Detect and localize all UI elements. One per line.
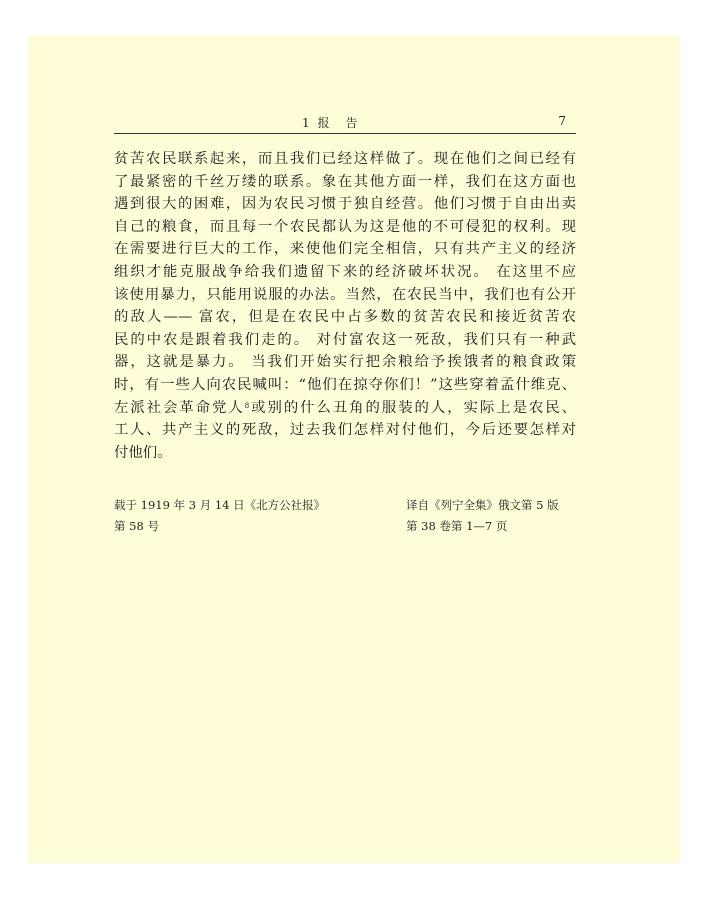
text-line: 民的中农是跟着我们走的。 对付富农这一死敌，我们只有一种武 <box>114 331 576 348</box>
running-title: 1 报 告 <box>302 116 360 130</box>
text-line: 贫苦农民联系起来，而且我们已经这样做了。现在他们之间已经有 <box>114 151 576 167</box>
text-line: 自己的粮食，而且每一个农民都认为这是他的不可侵犯的权利。现 <box>114 218 576 235</box>
text-segment: 左派社会革命党人 <box>114 399 245 416</box>
text-line: 了最紧密的千丝万缕的联系。象在其他方面一样，我们在这方面也 <box>114 173 576 190</box>
text-line: 组织才能克服战争给我们遗留下来的经济破坏状况。 在这里不应 <box>114 263 576 280</box>
page-header <box>114 112 576 134</box>
text-line: 工人、共产主义的死敌，过去我们怎样对付他们，今后还要怎样对 <box>114 422 576 439</box>
translation-source <box>406 495 586 537</box>
footnote-marker[interactable]: 8 <box>244 401 250 410</box>
text-line: 该使用暴力，只能用说服的办法。当然，在农民当中，我们也有公开 <box>114 286 576 303</box>
text-line: 器，这就是暴力。 当我们开始实行把余粮给予挨饿者的粮食政策 <box>114 354 576 371</box>
text-line-with-footnote <box>114 397 576 420</box>
text-line: 付他们。 <box>114 444 172 461</box>
publication-source-line: 载于 1919 年 3 月 14 日《北方公社报》 <box>114 498 326 512</box>
translation-source-line: 第 38 卷第 1—7 页 <box>406 519 508 533</box>
text-line: 遇到很大的困难，因为农民习惯于独自经营。他们习惯于自由出卖 <box>114 196 576 213</box>
body-paragraph <box>114 148 576 464</box>
text-segment: 或别的什么丑角的服装的人，实际上是农民、 <box>249 399 576 416</box>
page-number: 7 <box>558 114 566 128</box>
text-line: 的敌人—— 富农，但是在农民中占多数的贫苦农民和接近贫苦农 <box>114 309 576 326</box>
publication-source <box>114 495 374 537</box>
text-line: 在需要进行巨大的工作，来使他们完全相信，只有共产主义的经济 <box>114 241 576 258</box>
text-line: 时，有一些人向农民喊叫：“他们在掠夺你们！”这些穿着孟什维克、 <box>114 376 576 393</box>
publication-source-line: 第 58 号 <box>114 519 159 533</box>
translation-source-line: 译自《列宁全集》俄文第 5 版 <box>406 498 559 512</box>
